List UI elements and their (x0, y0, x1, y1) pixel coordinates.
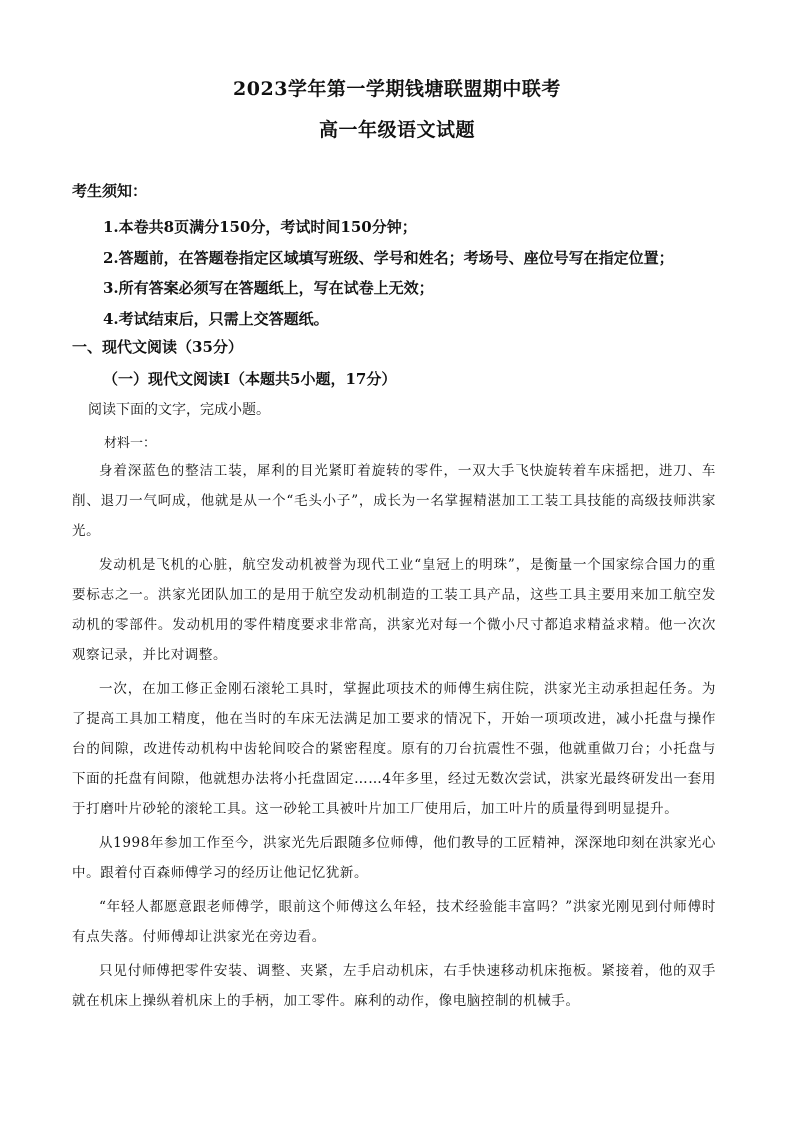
notice-item: 1.本卷共8页满分150分，考试时间150分钟； (103, 218, 417, 236)
reading-instruction: 阅读下面的文字，完成小题。 (88, 402, 270, 418)
article-paragraph: 身着深蓝色的整洁工装，犀利的目光紧盯着旋转的零件，一双大手飞快旋转着车床摇把，进刀、车削、退刀一气呵成，他就是从一个“毛头小子”，成长为一名掌握精湛加工工装工具技能的高级技师洪家光。 (72, 463, 716, 539)
article-paragraph: “年轻人都愿意跟老师傅学，眼前这个师傅这么年轻，技术经验能丰富吗？”洪家光刚见到付师傅时有点失落。付师傅却让洪家光在旁边看。 (72, 899, 716, 945)
notice-heading: 考生须知： (72, 182, 148, 200)
article-paragraph: 从1998年参加工作至今，洪家光先后跟随多位师傅，他们教导的工匠精神，深深地印刻在洪家光心中。跟着付百森师傅学习的经历让他记忆犹新。 (72, 835, 716, 881)
section-heading: 一、现代文阅读（35分） (72, 338, 243, 356)
notice-item: 2.答题前，在答题卷指定区域填写班级、学号和姓名；考场号、座位号写在指定位置； (103, 248, 674, 267)
notice-item: 3.所有答案必须写在答题纸上，写在试卷上无效； (103, 279, 434, 297)
article-paragraph: 一次，在加工修正金刚石滚轮工具时，掌握此项技术的师傅生病住院，洪家光主动承担起任务。为了提高工具加工精度，他在当时的车床无法满足加工要求的情况下，开始一项项改进，减小托盘与操作台的间隙，改进传动机构中齿轮间咬合的紧密程度。原有的刀台抗震性不强，他就重做刀台；小托盘与下面的托盘有间隙，他就想办法将小托盘固定……4年多里，经过无数次尝试，洪家光最终研发出一套用于打磨叶片砂轮的滚轮工具。这一砂轮工具被叶片加工厂使用后，加工叶片的质量得到明显提升。 (72, 681, 716, 817)
article-body (72, 456, 716, 1020)
subsection-heading: （一）现代文阅读Ⅰ（本题共5小题，17分） (103, 370, 397, 388)
article-paragraph: 发动机是飞机的心脏，航空发动机被誉为现代工业“皇冠上的明珠”，是衡量一个国家综合国力的重要标志之一。洪家光团队加工的是用于航空发动机制造的工装工具产品，这些工具主要用来加工航空发动机的零部件。发动机用的零件精度要求非常高，洪家光对每一个微小尺寸都追求精益求精。他一次次观察记录，并比对调整。 (72, 557, 716, 663)
notice-list (103, 212, 674, 334)
exam-title: 2023学年第一学期钱塘联盟期中联考 (233, 78, 561, 100)
notice-item: 4.考试结束后，只需上交答题纸。 (103, 309, 329, 328)
article-paragraph: 只见付师傅把零件安装、调整、夹紧，左手启动机床，右手快速移动机床拖板。紧接着，他的双手就在机床上操纵着机床上的手柄，加工零件。麻利的动作，像电脑控制的机械手。 (72, 963, 716, 1009)
material-label: 材料一： (104, 436, 157, 451)
exam-subtitle: 高一年级语文试题 (318, 119, 475, 141)
